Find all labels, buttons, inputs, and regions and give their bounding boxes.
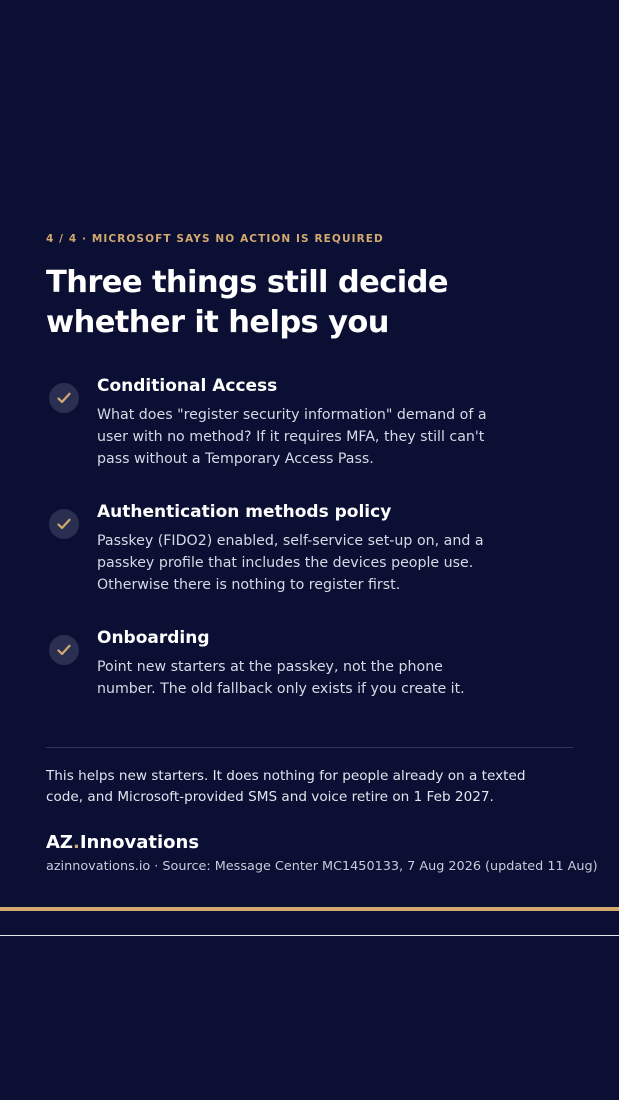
item-title: Conditional Access [97,376,278,396]
item-body: What does "register security information" demand of a user with no method? If it requires MFA, they still can't pass without a Temporary Access Pass. [97,407,487,467]
brand-logo [46,832,199,853]
slide-headline: Three things still decide whether it helps you [46,265,448,340]
check-icon [49,383,79,413]
check-icon [49,509,79,539]
summary-text: This helps new starters. It does nothing for people already on a texted code, and Microsoft-provided SMS and voice retire on 1 Feb 2027. [46,768,526,805]
item-title: Onboarding [97,628,210,648]
slide-eyebrow: 4 / 4 · MICROSOFT SAYS NO ACTION IS REQUIRED [46,233,384,245]
source-line: azinnovations.io · Source: Message Center MC1450133, 7 Aug 2026 (updated 11 Aug) [46,859,598,874]
check-icon [49,635,79,665]
divider [46,747,573,748]
item-body: Point new starters at the passkey, not the phone number. The old fallback only exists if you create it. [97,659,465,697]
bottom-rule [0,935,619,936]
brand-part2: Innovations [79,832,200,853]
item-title: Authentication methods policy [97,502,392,522]
item-body: Passkey (FIDO2) enabled, self-service set-up on, and a passkey profile that includes the devices people use. Otherwise there is nothing to register first. [97,533,484,593]
brand-dot: . [72,832,80,853]
brand-part1: AZ [46,832,73,853]
accent-bar [0,907,619,911]
